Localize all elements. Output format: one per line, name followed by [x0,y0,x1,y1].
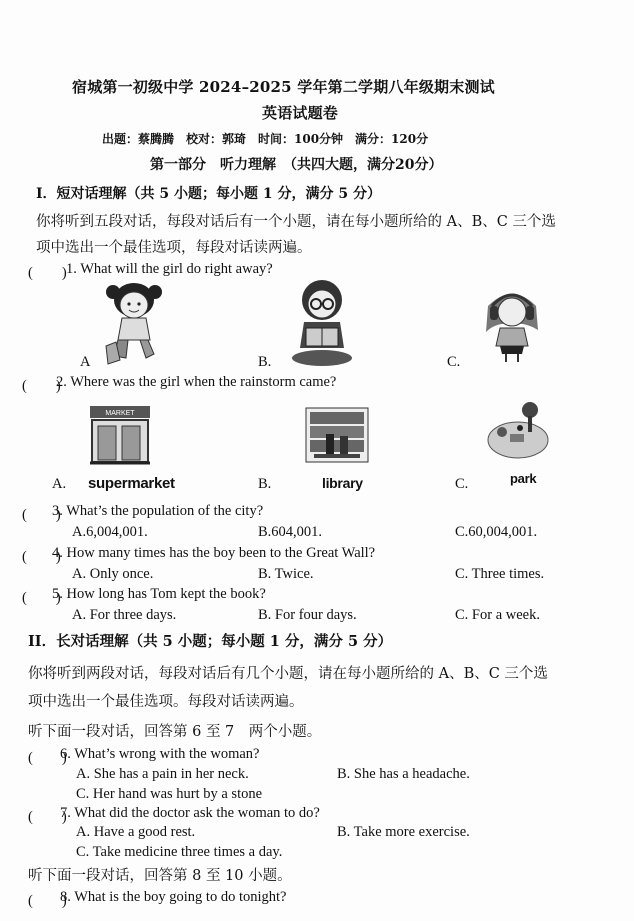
part1-title: 第一部分 听力理解 （共四大题，满分20分） [150,157,443,173]
q7-option-c[interactable]: C. Take medicine three times a day. [76,844,283,860]
q5-option-b[interactable]: B. For four days. [258,607,357,623]
q3-question: 3. What’s the population of the city? [52,503,264,519]
market-sign: MARKET [105,410,135,417]
q6-option-a[interactable]: A. She has a pain in her neck. [76,766,249,782]
q8-answer-blank[interactable]: ( ) [28,893,67,909]
exam-title: 宿城第一初级中学 2024–2025 学年第二学期八年级期末测试 [72,78,495,96]
q2-option-a-label[interactable]: A. [52,476,67,492]
q6-option-b[interactable]: B. She has a headache. [337,766,470,782]
q1-answer-blank[interactable]: ( ) [28,265,67,281]
q4-option-c[interactable]: C. Three times. [455,566,545,582]
q5-question: 5. How long has Tom kept the book? [52,586,266,602]
exam-meta: 出题：蔡腾腾 校对：郭琦 时间：100分钟 满分：120分 [102,132,429,146]
section1-title: I．短对话理解（共 5 小题；每小题 1 分，满分 5 分） [36,186,382,202]
q7-option-a[interactable]: A. Have a good rest. [76,824,196,840]
q2-answer-blank[interactable]: ( ) [22,378,61,394]
q3-option-b[interactable]: B.604,001. [258,524,323,540]
q5-option-a[interactable]: A. For three days. [72,607,177,623]
listen-prompt-6-7: 听下面一段对话，回答第 6 至 7 两个小题。 [28,724,322,740]
q3-option-a[interactable]: A.6,004,001. [72,524,148,540]
q2-option-b-label[interactable]: B. [258,476,272,492]
q2-option-c-text: park [510,471,537,486]
q3-option-c[interactable]: C.60,004,001. [455,524,538,540]
q1-option-c-label[interactable]: C. [447,354,461,370]
q7-question: 7. What did the doctor ask the woman to do? [60,805,320,821]
q3-answer-blank[interactable]: ( ) [22,507,61,523]
q5-answer-blank[interactable]: ( ) [22,590,61,606]
q1-option-a-label[interactable]: A [80,354,91,370]
q4-answer-blank[interactable]: ( ) [22,549,61,565]
exam-subtitle: 英语试题卷 [262,104,339,122]
section2-instruction-2: 项中选出一个最佳选项。每段对话读两遍。 [28,694,304,710]
q7-option-b[interactable]: B. Take more exercise. [337,824,470,840]
q5-option-c[interactable]: C. For a week. [455,607,540,623]
section2-instruction-1: 你将听到两段对话，每段对话后有几个小题，请在每小题所给的 A、B、C 三个选 [28,666,548,682]
q1-picture-c [476,282,548,368]
section1-instruction-2: 项中选出一个最佳选项，每段对话读两遍。 [36,240,312,256]
q4-option-b[interactable]: B. Twice. [258,566,314,582]
q2-option-c-label[interactable]: C. [455,476,469,492]
section1-instruction-1: 你将听到五段对话，每段对话后有一个小题，请在每小题所给的 A、B、C 三个选 [36,214,556,230]
q2-picture-park [484,398,554,466]
q1-picture-b [286,276,358,372]
q1-picture-a [96,278,176,372]
q1-question: 1. What will the girl do right away? [66,261,273,277]
q6-question: 6. What’s wrong with the woman? [60,746,260,762]
listen-prompt-8-10: 听下面一段对话，回答第 8 至 10 小题。 [28,868,292,884]
q2-option-b-text: library [322,475,363,491]
q6-option-c[interactable]: C. Her hand was hurt by a stone [76,786,263,802]
q6-answer-blank[interactable]: ( ) [28,750,67,766]
q1-option-b-label[interactable]: B. [258,354,272,370]
q7-answer-blank[interactable]: ( ) [28,809,67,825]
q2-picture-library [304,404,370,470]
q2-picture-supermarket [88,404,154,470]
q4-question: 4. How many times has the boy been to the Great Wall? [52,545,376,561]
section2-title: II．长对话理解（共 5 小题；每小题 1 分，满分 5 分） [28,633,393,650]
q2-option-a-text: supermarket [88,475,175,492]
q8-question: 8. What is the boy going to do tonight? [60,889,287,905]
q2-question: 2. Where was the girl when the rainstorm came? [56,374,337,390]
q4-option-a[interactable]: A. Only once. [72,566,154,582]
